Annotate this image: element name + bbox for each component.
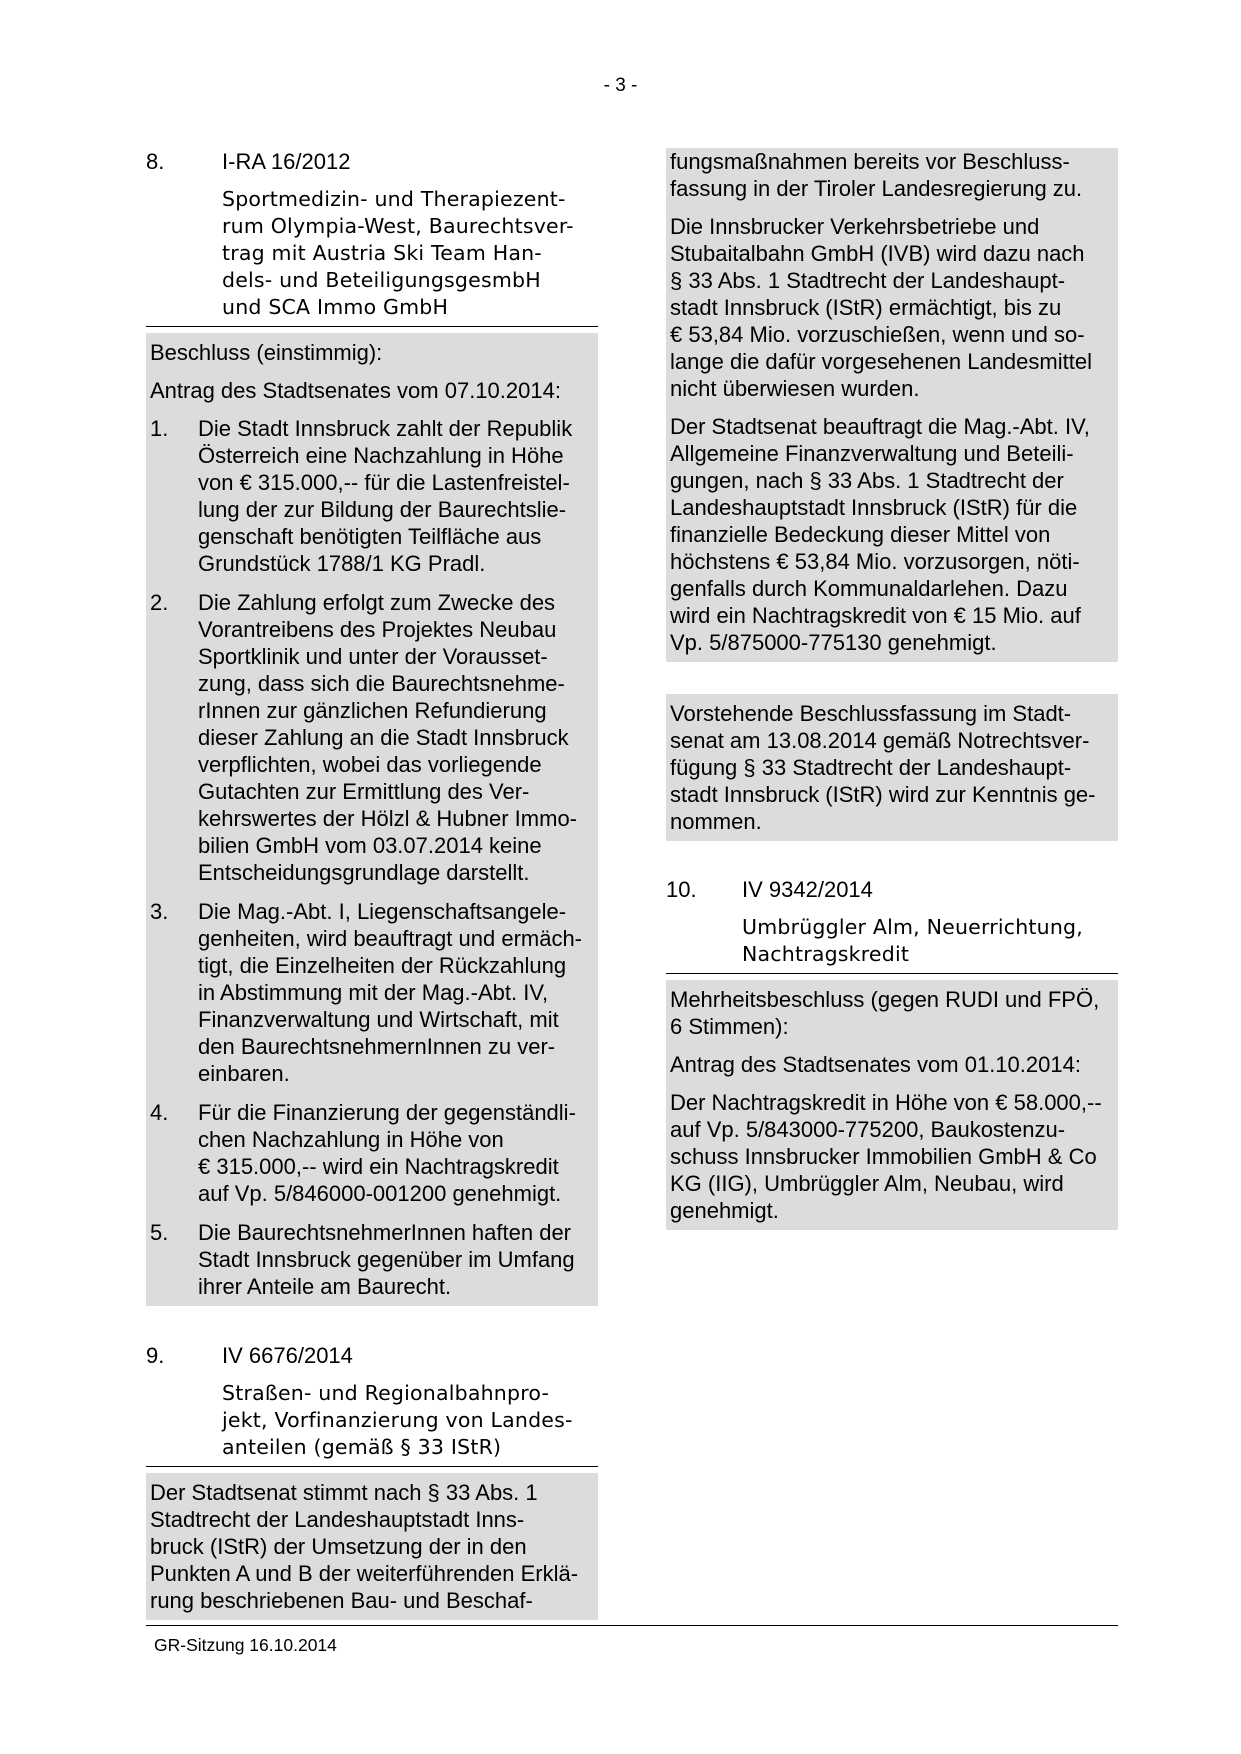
item-9-reference: IV 6676/2014 — [222, 1343, 353, 1368]
text-line: fügung § 33 Stadtrecht der Landeshaupt- — [670, 755, 1072, 780]
text-line: fassung in der Tiroler Landesregierung zu. — [670, 176, 1083, 201]
decision-label: Beschluss (einstimmig): — [150, 340, 383, 365]
item-10-resolution-box — [666, 980, 1118, 1230]
text-line: Stubaitalbahn GmbH (IVB) wird dazu nach — [670, 241, 1085, 266]
text-line: Entscheidungsgrundlage darstellt. — [198, 860, 530, 885]
text-line: genheiten, wird beauftragt und ermäch- — [198, 926, 583, 951]
text-line: in Abstimmung mit der Mag.-Abt. IV, — [198, 980, 549, 1005]
text-line: Stadtrecht der Landeshauptstadt Inns- — [150, 1507, 525, 1532]
divider — [146, 1466, 598, 1467]
title-line: Umbrüggler Alm, Neuerrichtung, — [742, 915, 1083, 939]
text-line: Der Stadtsenat stimmt nach § 33 Abs. 1 — [150, 1480, 538, 1505]
text-line: fungsmaßnahmen bereits vor Beschluss- — [670, 149, 1070, 174]
item-9-number: 9. — [146, 1343, 165, 1368]
text-line: Die Stadt Innsbruck zahlt der Republik — [198, 416, 573, 441]
paragraph — [670, 1089, 1114, 1224]
text-line: lung der zur Bildung der Baurechtslie- — [198, 497, 567, 522]
text-line: § 33 Abs. 1 Stadtrecht der Landeshaupt- — [670, 268, 1066, 293]
text-line: finanzielle Bedeckung dieser Mittel von — [670, 522, 1051, 547]
text-line: Die Innsbrucker Verkehrsbetriebe und — [670, 214, 1040, 239]
text-line: Stadt Innsbruck gegenüber im Umfang — [198, 1247, 575, 1272]
text-line: bilien GmbH vom 03.07.2014 keine — [198, 833, 542, 858]
title-line: und SCA Immo GmbH — [222, 295, 449, 319]
text-line: Für die Finanzierung der gegenständli- — [198, 1100, 576, 1125]
item-9-resolution-box — [146, 1473, 598, 1620]
text-line: verpflichten, wobei das vorliegende — [198, 752, 542, 777]
text-line: 6 Stimmen): — [670, 1014, 789, 1039]
item-9-continuation — [666, 148, 1118, 662]
item-9-title — [222, 1380, 598, 1463]
item-10-number: 10. — [666, 877, 697, 902]
text-line: auf Vp. 5/843000-775200, Baukostenzu- — [670, 1117, 1066, 1142]
text-line: senat am 13.08.2014 gemäß Notrechtsver- — [670, 728, 1090, 753]
text-line: rInnen zur gänzlichen Refundierung — [198, 698, 547, 723]
point-number: 5. — [150, 1220, 169, 1245]
text-line: dieser Zahlung an die Stadt Innsbruck — [198, 725, 569, 750]
text-line: € 315.000,-- wird ein Nachtragskredit — [198, 1154, 559, 1179]
divider — [666, 973, 1118, 974]
text-line: Die Zahlung erfolgt zum Zwecke des — [198, 590, 556, 615]
text-line: zung, dass sich die Baurechtsnehme- — [198, 671, 565, 696]
item-10-reference: IV 9342/2014 — [742, 877, 873, 902]
paragraph — [670, 148, 1114, 202]
item-10-section — [666, 876, 1118, 1230]
text-line: Der Stadtsenat beauftragt die Mag.-Abt. IV, — [670, 414, 1090, 439]
title-line: Sportmedizin- und Therapiezent- — [222, 187, 566, 211]
text-line: nommen. — [670, 809, 762, 834]
point-number: 4. — [150, 1100, 169, 1125]
text-line: Grundstück 1788/1 KG Pradl. — [198, 551, 486, 576]
text-line: stadt Innsbruck (IStR) wird zur Kenntnis ge- — [670, 782, 1096, 807]
item-8-header — [146, 148, 598, 178]
text-line: genehmigt. — [670, 1198, 779, 1223]
title-line: Straßen- und Regionalbahnpro- — [222, 1381, 550, 1405]
decision-label — [670, 986, 1114, 1040]
item-8-number: 8. — [146, 149, 165, 174]
point-number: 3. — [150, 899, 169, 924]
item-9-note — [666, 694, 1118, 841]
notice-box — [666, 694, 1118, 841]
text-line: einbaren. — [198, 1061, 290, 1086]
item-9-header — [146, 1342, 598, 1372]
list-item — [150, 589, 594, 886]
text-line: Vorantreibens des Projektes Neubau — [198, 617, 557, 642]
text-line: Vp. 5/875000-775130 genehmigt. — [670, 630, 997, 655]
text-line: rung beschriebenen Bau- und Beschaf- — [150, 1588, 533, 1613]
list-item — [150, 415, 594, 577]
list-item — [150, 898, 594, 1087]
text-line: genfalls durch Kommunaldarlehen. Dazu — [670, 576, 1068, 601]
text-line: Vorstehende Beschlussfassung im Stadt- — [670, 701, 1072, 726]
divider — [146, 326, 598, 327]
text-line: ihrer Anteile am Baurecht. — [198, 1274, 452, 1299]
text-line: wird ein Nachtragskredit von € 15 Mio. auf — [670, 603, 1081, 628]
text-line: tigt, die Einzelheiten der Rückzahlung — [198, 953, 567, 978]
text-line: von € 315.000,-- für die Lastenfreistel- — [198, 470, 570, 495]
text-line: höchstens € 53,84 Mio. vorzusorgen, nöti- — [670, 549, 1080, 574]
point-number: 2. — [150, 590, 169, 615]
item-10-header — [666, 876, 1118, 906]
point-number: 1. — [150, 416, 169, 441]
text-line: Gutachten zur Ermittlung des Ver- — [198, 779, 530, 804]
text-line: Finanzverwaltung und Wirtschaft, mit — [198, 1007, 559, 1032]
text-line: schuss Innsbrucker Immobilien GmbH & Co — [670, 1144, 1097, 1169]
text-line: KG (IIG), Umbrüggler Alm, Neubau, wird — [670, 1171, 1064, 1196]
text-line: gungen, nach § 33 Abs. 1 Stadtrecht der — [670, 468, 1064, 493]
text-line: den BaurechtsnehmernInnen zu ver- — [198, 1034, 556, 1059]
list-item — [150, 1219, 594, 1300]
motion-label: Antrag des Stadtsenates vom 01.10.2014: — [670, 1052, 1081, 1077]
text-line: chen Nachzahlung in Höhe von — [198, 1127, 504, 1152]
text-line: Der Nachtragskredit in Höhe von € 58.000,-- — [670, 1090, 1102, 1115]
text-line: Österreich eine Nachzahlung in Höhe — [198, 443, 564, 468]
text-line: stadt Innsbruck (IStR) ermächtigt, bis zu — [670, 295, 1062, 320]
resolution-points — [150, 415, 594, 1300]
text-line: auf Vp. 5/846000-001200 genehmigt. — [198, 1181, 562, 1206]
item-8-reference: I-RA 16/2012 — [222, 149, 351, 174]
title-line: Nachtragskredit — [742, 942, 910, 966]
text-line: kehrswertes der Hölzl & Hubner Immo- — [198, 806, 578, 831]
item-10-title — [742, 914, 1118, 970]
text-line: genschaft benötigten Teilfläche aus — [198, 524, 542, 549]
motion-label: Antrag des Stadtsenates vom 07.10.2014: — [150, 378, 561, 403]
title-line: jekt, Vorfinanzierung von Landes- — [222, 1408, 573, 1432]
title-line: trag mit Austria Ski Team Han- — [222, 241, 542, 265]
text-line: lange die dafür vorgesehenen Landesmittel — [670, 349, 1092, 374]
text-line: bruck (IStR) der Umsetzung der in den — [150, 1534, 527, 1559]
paragraph — [670, 213, 1114, 402]
text-line: Landeshauptstadt Innsbruck (IStR) für die — [670, 495, 1078, 520]
text-line: € 53,84 Mio. vorzuschießen, wenn und so- — [670, 322, 1085, 347]
title-line: dels- und BeteiligungsgesmbH — [222, 268, 541, 292]
text-line: Die Mag.-Abt. I, Liegenschaftsangele- — [198, 899, 567, 924]
item-9-section — [146, 1342, 598, 1620]
item-8-resolution-box — [146, 333, 598, 1306]
title-line: rum Olympia-West, Baurechtsver- — [222, 214, 574, 238]
text-line: Mehrheitsbeschluss (gegen RUDI und FPÖ, — [670, 987, 1100, 1012]
item-9-continued-box — [666, 148, 1118, 662]
text-line: Sportklinik und unter der Vorausset- — [198, 644, 548, 669]
text-line: Die BaurechtsnehmerInnen haften der — [198, 1220, 572, 1245]
text-line: nicht überwiesen wurden. — [670, 376, 920, 401]
title-line: anteilen (gemäß § 33 IStR) — [222, 1435, 502, 1459]
item-8-section — [146, 148, 598, 1306]
paragraph — [670, 413, 1114, 656]
footer-session-label: GR-Sitzung 16.10.2014 — [154, 1635, 337, 1655]
item-8-title — [222, 186, 598, 323]
text-line: Allgemeine Finanzverwaltung und Beteili- — [670, 441, 1074, 466]
footer-divider — [146, 1625, 1118, 1626]
text-line: Punkten A und B der weiterführenden Erklä- — [150, 1561, 579, 1586]
list-item — [150, 1099, 594, 1207]
page-number: - 3 - — [603, 75, 638, 96]
